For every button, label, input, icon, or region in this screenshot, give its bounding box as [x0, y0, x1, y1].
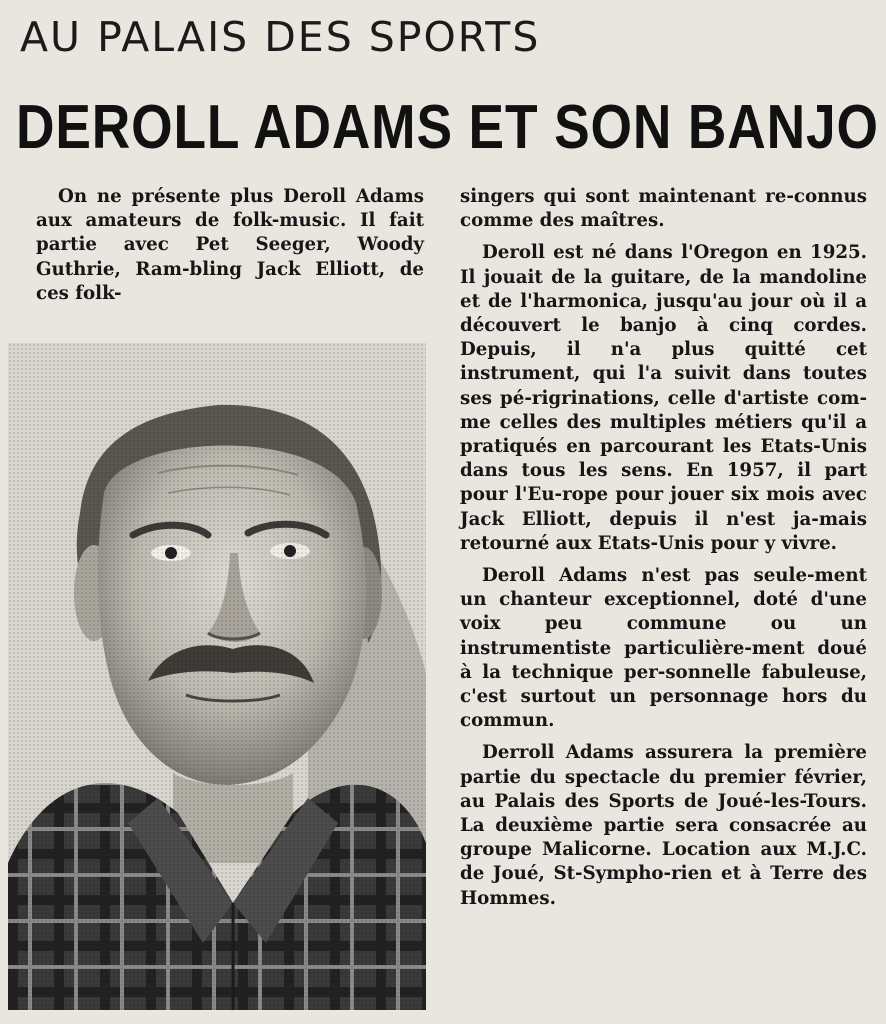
kicker: AU PALAIS DES SPORTS — [20, 13, 541, 61]
paragraph: Derroll Adams assurera la première partie du spectacle du premier février, au Palais des Sports de Joué-les-Tours. La deuxième partie sera consacrée au groupe Malicorne. Location aux M.J.C. de Joué, St-Sympho-rien et à Terre des Hommes. — [460, 742, 867, 909]
left-column — [36, 185, 424, 314]
headline: DEROLL ADAMS ET SON BANJO — [16, 93, 879, 162]
portrait-photo — [8, 343, 426, 1010]
paragraph: Deroll Adams n'est pas seule-ment un chanteur exceptionnel, doté d'une voix peu commune ou un instrumentiste particulière-ment doué à la technique per-sonnelle fabuleuse, c'est surtout un personnage hors du commun. — [460, 565, 867, 732]
paragraph: On ne présente plus Deroll Adams aux amateurs de folk-music. Il fait partie avec Pet Seeger, Woody Guthrie, Ram-bling Jack Elliott, de ces folk- — [36, 186, 424, 304]
paragraph: singers qui sont maintenant re-connus comme des maîtres. — [460, 186, 867, 232]
paragraph: Deroll est né dans l'Oregon en 1925. Il jouait de la guitare, de la mandoline et de l'harmonica, jusqu'au jour où il a découvert le banjo à cinq cordes. Depuis, il n'a plus quitté cet instrument, qui l'a suivit dans toutes ses pé-rigrinations, celle d'artiste com-me celles des multiples métiers qu'il a pratiqués en parcourant les Etats-Unis dans tous les sens. En 1957, il part pour l'Eu-rope pour jouer six mois avec Jack Elliott, depuis il n'est ja-mais retourné aux Etats-Unis pour y vivre. — [460, 242, 867, 554]
portrait-photo-icon — [8, 343, 426, 1010]
right-column — [460, 185, 867, 919]
